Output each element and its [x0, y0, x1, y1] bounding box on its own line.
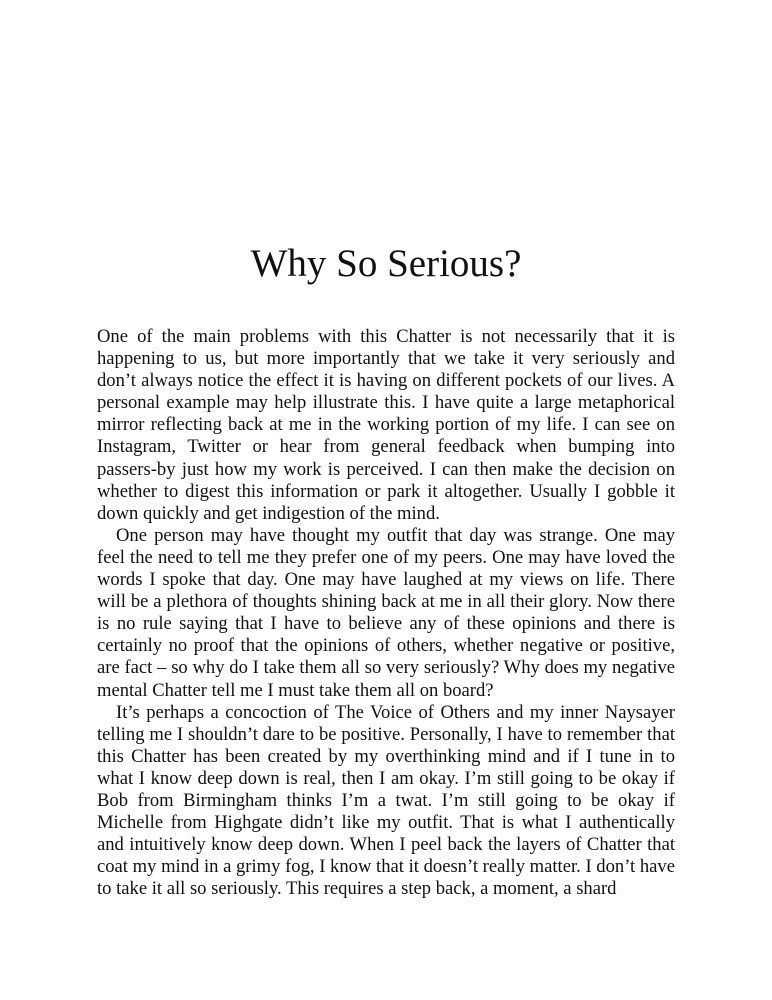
paragraph-2: One person may have thought my outfit that day was strange. One may feel the need to tell me they prefer one of my peers. One may have loved the words I spoke that day. One may have laughed at my views on life. There will be a plethora of thoughts shining back at me in all their glory. Now there is no rule saying that I have to believe any of these opinions and there is certainly no proof that the opinions of others, whether negative or positive, are fact – so why do I take them all so very seriously? Why does my negative mental Chatter tell me I must take them all on board?	[97, 524, 675, 701]
paragraph-1: One of the main problems with this Chatter is not necessarily that it is happening to us, but more importantly that we take it very seriously and don’t always notice the effect it is having on different pockets of our lives. A personal example may help illustrate this. I have quite a large metaphorical mirror reflecting back at me in the working portion of my life. I can see on Instagram, Twitter or hear from general feedback when bumping into passers-by just how my work is perceived. I can then make the decision on whether to digest this information or park it altogether. Usually I gobble it down quickly and get indigestion of the mind.	[97, 326, 675, 524]
paragraph-3: It’s perhaps a concoction of The Voice of Others and my inner Naysayer telling me I shouldn’t dare to be positive. Personally, I have to remember that this Chatter has been created by my overthinking mind and if I tune in to what I know deep down is real, then I am okay. I’m still going to be okay if Bob from Birmingham thinks I’m a twat. I’m still going to be okay if Michelle from Highgate didn’t like my outfit. That is what I authentically and intuitively know deep down. When I peel back the layers of Chatter that coat my mind in a grimy fog, I know that it doesn’t really matter. I don’t have to take it all so seriously. This requires a step back, a moment, a shard	[97, 701, 675, 900]
chapter-title: Why So Serious?	[250, 242, 522, 285]
chapter-body	[97, 326, 675, 900]
